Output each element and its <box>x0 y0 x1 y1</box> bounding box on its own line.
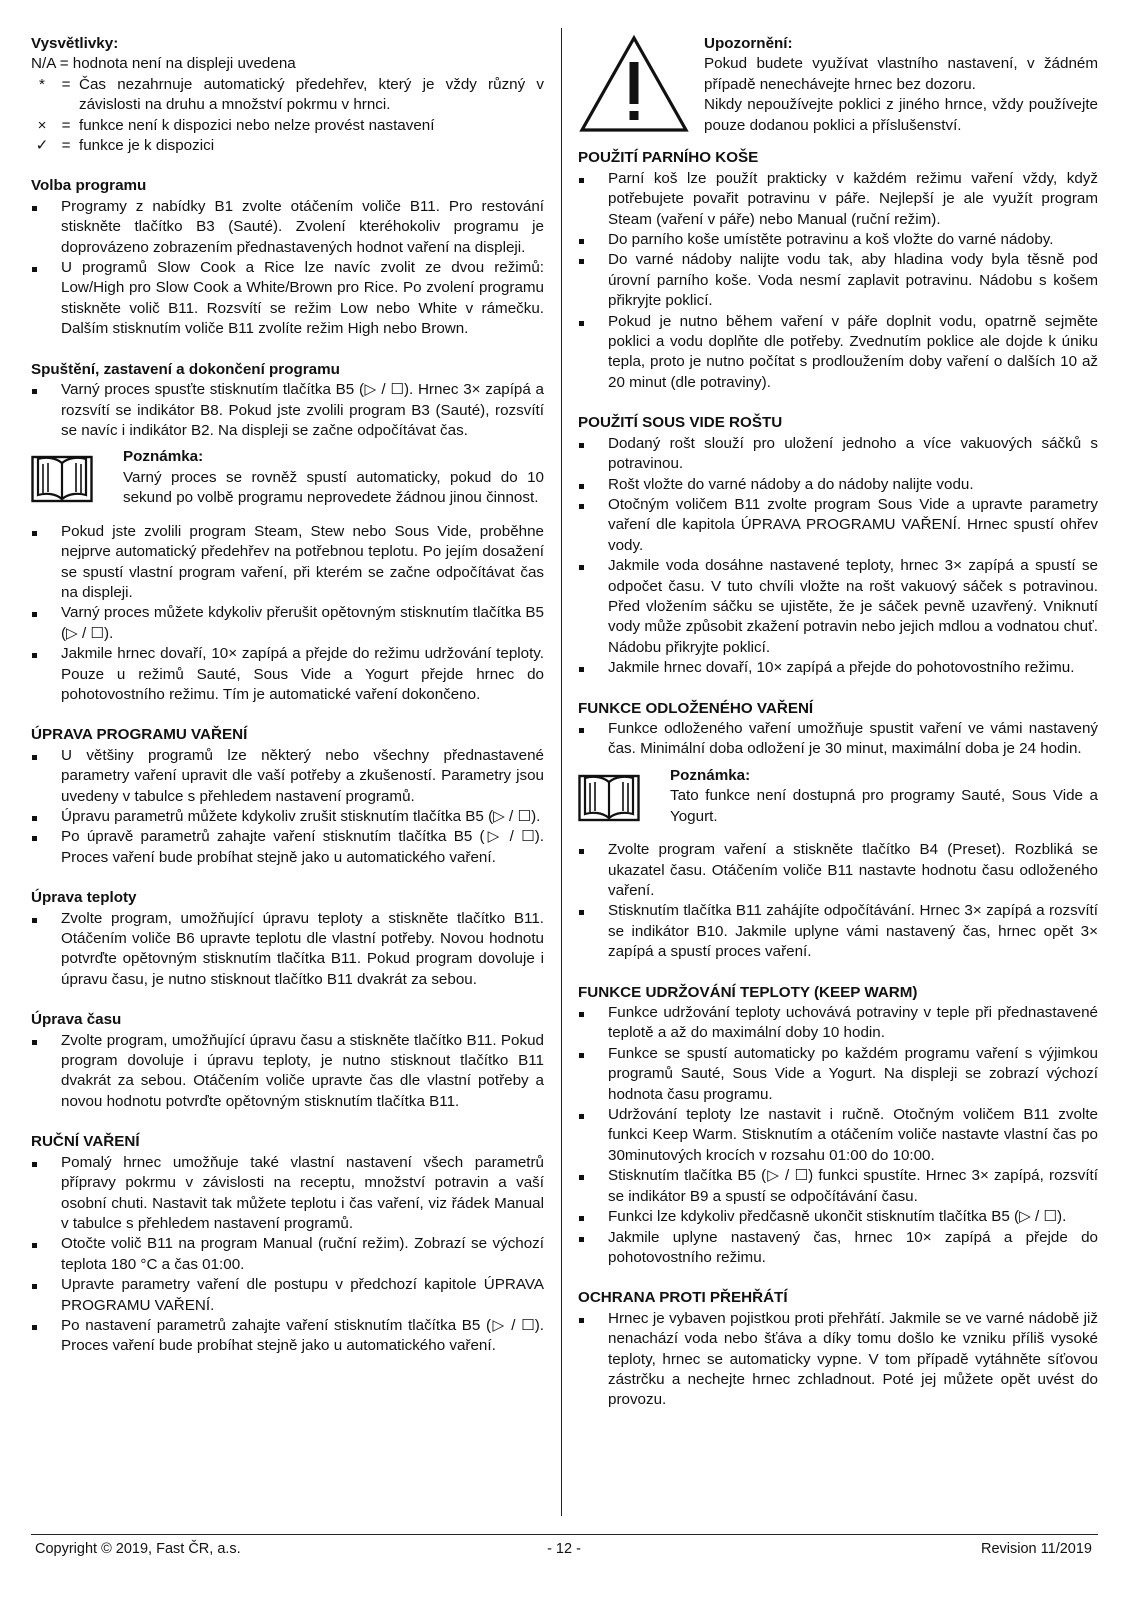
legend-text: funkce je k dispozici <box>79 137 215 155</box>
uprava-programu-list <box>31 746 544 868</box>
list-item: Varný proces spusťte stisknutím tlačítka B5 (▷ / ☐). Hrnec 3× zapípá a rozsvítí se indikátor B8. Pokud jste zvolili program B3 (Sauté), rozsvítí se navíc i indikátor B2. Na displeji se začne odpočítávat čas. <box>31 380 544 441</box>
warning-title: Upozornění: <box>704 35 793 52</box>
list-item: Jakmile voda dosáhne nastavené teploty, hrnec 3× zapípá a spustí se odpočet času. V tuto chvíli vložte na rošt vakuový sáček s potravinou. Před vložením sáčku se ujistěte, že je sáček pevně uzavřený. Vniknutí vody může způsobit zkažení potravin nebo jejich mdlou a vodnatou chuť. Nádobu přikryjte poklicí. <box>578 556 1098 658</box>
warning-triangle-icon <box>578 34 704 140</box>
list-item: Funkce odloženého vaření umožňuje spustit vaření ve vámi nastavený čas. Minimální doba odložení je 30 minut, maximální doba je 24 hodin. <box>578 719 1098 760</box>
uprava-teploty-list <box>31 909 544 991</box>
list-item: Do parního koše umístěte potravinu a koš vložte do varné nádoby. <box>578 230 1098 250</box>
warning-text: Pokud budete využívat vlastního nastavení, v žádném případě nenechávejte hrnec bez dozoru. <box>704 55 1098 93</box>
prehrati-list <box>578 1309 1098 1411</box>
legend-row <box>31 136 544 156</box>
page-number: - 12 - <box>547 1541 581 1557</box>
keep-warm-list <box>578 1003 1098 1268</box>
list-item: Dodaný rošt slouží pro uložení jednoho a více vakuových sáčků s potravinou. <box>578 434 1098 475</box>
section-heading-prehrati: OCHRANA PROTI PŘEHŘÁTÍ <box>578 1289 788 1307</box>
list-item: Rošt vložte do varné nádoby a do nádoby nalijte vodu. <box>578 475 1098 495</box>
list-item: Funkce udržování teploty uchovává potraviny v teple při přednastavené teplotě a až do maximální doby 10 hodin. <box>578 1003 1098 1044</box>
sous-vide-list <box>578 434 1098 679</box>
section-heading-rucni: RUČNÍ VAŘENÍ <box>31 1133 140 1151</box>
list-item: Po nastavení parametrů zahajte vaření stisknutím tlačítka B5 (▷ / ☐). Proces vaření bude probíhat stejně jako u automatického vaření. <box>31 1316 544 1357</box>
warning-box <box>578 34 1098 140</box>
legend-text: Čas nezahrnuje automatický předehřev, který je vždy různý v závislosti na druhu a množství pokrmu v hrnci. <box>79 75 544 114</box>
legend-row <box>31 75 544 116</box>
book-icon <box>578 766 670 828</box>
list-item: Zvolte program vaření a stiskněte tlačítko B4 (Preset). Rozbliká se ukazatel času. Otáčením voliče B11 nastavte hodnotu času odloženého vaření. <box>578 840 1098 901</box>
odlozene-list-continued <box>578 840 1098 962</box>
list-item: Programy z nabídky B1 zvolte otáčením voliče B11. Pro restování stiskněte tlačítko B3 (Sauté). Zvolení kteréhokoliv programu je doprovázeno zobrazením přednastavených hodnot vaření na displeji. <box>31 197 544 258</box>
section-heading-uprava-programu: ÚPRAVA PROGRAMU VAŘENÍ <box>31 726 248 744</box>
list-item: Jakmile hrnec dovaří, 10× zapípá a přejde do pohotovostního režimu. <box>578 658 1098 678</box>
legend-row <box>31 116 544 136</box>
legend-symbol: * <box>39 75 45 93</box>
legend-equals: = <box>61 116 71 134</box>
list-item: Pokud jste zvolili program Steam, Stew nebo Sous Vide, proběhne nejprve automatický předehřev na potřebnou teplotu. Po jejím dosažení se spustí vlastní program vaření, při kterém se začne odpočítávat čas na displeji. <box>31 522 544 604</box>
list-item: Parní koš lze použít prakticky v každém režimu vaření vždy, když potřebujete povařit potravinu v páře. Nejlepší je ale využít program Steam (vaření v páře) nebo Manual (ruční režim). <box>578 169 1098 230</box>
column-divider <box>561 28 562 1516</box>
footer-copyright: Copyright © 2019, Fast ČR, a.s. <box>35 1541 241 1557</box>
right-column <box>578 34 1098 1411</box>
legend-text: funkce není k dispozici nebo nelze provést nastavení <box>79 116 435 134</box>
checkmark-icon: ✓ <box>35 137 49 155</box>
section-heading-uprava-casu: Úprava času <box>31 1011 122 1029</box>
legend-na-line: N/A = hodnota není na displeji uvedena <box>31 55 296 73</box>
odlozene-list <box>578 719 1098 760</box>
list-item: Do varné nádoby nalijte vodu tak, aby hladina vody byla těsně pod úrovní parního koše. Voda nesmí zaplavit potravinu. Nádobu s košem přikryjte poklicí. <box>578 250 1098 311</box>
list-item: Upravte parametry vaření dle postupu v předchozí kapitole ÚPRAVA PROGRAMU VAŘENÍ. <box>31 1275 544 1316</box>
note-title: Poznámka: <box>123 448 204 466</box>
list-item: Varný proces můžete kdykoliv přerušit opětovným stisknutím tlačítka B5 (▷ / ☐). <box>31 603 544 644</box>
list-item: Pokud je nutno během vaření v páře doplnit vodu, opatrně sejměte poklici a vodu doplňte dle potřeby. Zvednutím poklice ale dojde k úniku tepla, proto je nutno počítat s prodloužením doby vaření o dalších 10 až 20 minut (dle potraviny). <box>578 312 1098 394</box>
section-heading-parni-kos: POUŽITÍ PARNÍHO KOŠE <box>578 149 759 167</box>
note-text: Tato funkce není dostupná pro programy Sauté, Sous Vide a Yogurt. <box>670 787 1098 825</box>
section-heading-uprava-teploty: Úprava teploty <box>31 889 137 907</box>
list-item: Otočte volič B11 na program Manual (ruční režim). Zobrazí se výchozí teplota 180 °C a čas 01:00. <box>31 1234 544 1275</box>
footer-divider <box>31 1534 1098 1535</box>
note-box <box>31 447 544 509</box>
legend-equals: = <box>61 137 71 155</box>
list-item: Zvolte program, umožňující úpravu času a stiskněte tlačítko B11. Pokud program dovoluje i úpravu teploty, je nutno stisknout tlačítko B11 dvakrát za sebou. Otáčením voliče upravte čas dle vlastní potřeby a novou hodnotu potvrďte opětovným stisknutím tlačítka B11. <box>31 1031 544 1113</box>
left-column <box>31 34 544 1357</box>
book-icon <box>31 447 123 509</box>
section-heading-odlozene: FUNKCE ODLOŽENÉHO VAŘENÍ <box>578 699 814 717</box>
list-item: U většiny programů lze některý nebo všechny přednastavené parametry vaření upravit dle vaší potřeby a zkušeností. Parametry jsou uvedeny v tabulce s přehledem nastavení programů. <box>31 746 544 807</box>
warning-text: Nikdy nepoužívejte poklici z jiného hrnce, vždy používejte pouze dodanou poklici a příslušenství. <box>704 96 1098 134</box>
list-item: Stisknutím tlačítka B11 zahájíte odpočítávání. Hrnec 3× zapípá a rozsvítí se indikátor B10. Jakmile uplyne vámi nastavený čas, hrnec opět 3× zapípá a spustí proces vaření. <box>578 901 1098 962</box>
uprava-casu-list <box>31 1031 544 1113</box>
footer-revision: Revision 11/2019 <box>981 1541 1092 1557</box>
section-heading-spusteni: Spuštění, zastavení a dokončení programu <box>31 360 340 378</box>
list-item: Jakmile hrnec dovaří, 10× zapípá a přejde do režimu udržování teploty. Pouze u režimů Sauté, Sous Vide a Yogurt přejde hrnec do pohotovostního režimu. Tím je automatické vaření dokončeno. <box>31 644 544 705</box>
list-item: Úpravu parametrů můžete kdykoliv zrušit stisknutím tlačítka B5 (▷ / ☐). <box>31 807 544 827</box>
note-title: Poznámka: <box>670 766 751 784</box>
list-item: Hrnec je vybaven pojistkou proti přehřátí. Jakmile se ve varné nádobě již nenachází voda nebo šťáva a díky tomu došlo ke vzniku příliš vysoké teploty, hrnec se automaticky vypne. V tom případě vytáhněte síťovou zástrčku a nechejte hrnec zchladnout. Poté jej můžete opět uvést do provozu. <box>578 1309 1098 1411</box>
list-item: Zvolte program, umožňující úpravu teploty a stiskněte tlačítko B11. Otáčením voliče B6 upravte teplotu dle vlastní potřeby. Novou hodnotu potvrďte opětovným stisknutím tlačítka B11. Pokud program dovoluje i úpravu času, je nutno stisknout tlačítko B11 dvakrát za sebou. <box>31 909 544 991</box>
list-item: Funkce se spustí automaticky po každém programu vaření s výjimkou programů Sauté, Sous Vide a Yogurt. Na displeji se zobrazí výchozí hodnota času programu. <box>578 1044 1098 1105</box>
list-item: Udržování teploty lze nastavit i ručně. Otočným voličem B11 zvolte funkci Keep Warm. Stisknutím a otáčením voliče nastavte vlastní čas po 30minutových krocích v rozsahu 01:00 do 10:00. <box>578 1105 1098 1166</box>
cross-icon: × <box>37 116 47 134</box>
legend-equals: = <box>61 75 71 93</box>
note-text: Varný proces se rovněž spustí automaticky, pokud do 10 sekund po volbě programu neprovedete žádnou jinou činnost. <box>123 468 544 507</box>
parni-kos-list <box>578 169 1098 393</box>
section-heading-volba: Volba programu <box>31 177 147 195</box>
spusteni-list-continued <box>31 522 544 706</box>
list-item: Pomalý hrnec umožňuje také vlastní nastavení všech parametrů přípravy pokrmu v závislosti na receptu, množství potravin a vaší osobní chuti. Nastavit tak můžete teplotu i čas vaření, viz řádek Manual v tabulce s přehledem nastavení programů. <box>31 1153 544 1235</box>
list-item: Stisknutím tlačítka B5 (▷ / ☐) funkci spustíte. Hrnec 3× zapípá, rozsvítí se indikátor B9 a spustí se odpočítávání času. <box>578 1166 1098 1207</box>
section-heading-sous-vide: POUŽITÍ SOUS VIDE ROŠTU <box>578 414 783 432</box>
volba-list <box>31 197 544 340</box>
list-item: Jakmile uplyne nastavený čas, hrnec 10× zapípá a přejde do pohotovostního režimu. <box>578 1228 1098 1269</box>
list-item: U programů Slow Cook a Rice lze navíc zvolit ze dvou režimů: Low/High pro Slow Cook a White/Brown pro Rice. Po zvolení programu stiskněte volič B11. Rozsvítí se režim Low nebo White v rámečku. Dalším stisknutím voliče B11 zvolíte režim High nebo Brown. <box>31 258 544 340</box>
spusteni-list <box>31 380 544 441</box>
legend-title: Vysvětlivky: <box>31 35 119 52</box>
note-box <box>578 766 1098 828</box>
list-item: Otočným voličem B11 zvolte program Sous Vide a upravte parametry vaření dle kapitola ÚPRAVA PROGRAMU VAŘENÍ. Hrnec spustí ohřev vody. <box>578 495 1098 556</box>
list-item: Po úpravě parametrů zahajte vaření stisknutím tlačítka B5 (▷ / ☐). Proces vaření bude probíhat stejně jako u automatického vaření. <box>31 827 544 868</box>
section-heading-keep-warm: FUNKCE UDRŽOVÁNÍ TEPLOTY (KEEP WARM) <box>578 983 918 1001</box>
rucni-list <box>31 1153 544 1357</box>
list-item: Funkci lze kdykoliv předčasně ukončit stisknutím tlačítka B5 (▷ / ☐). <box>578 1207 1098 1227</box>
